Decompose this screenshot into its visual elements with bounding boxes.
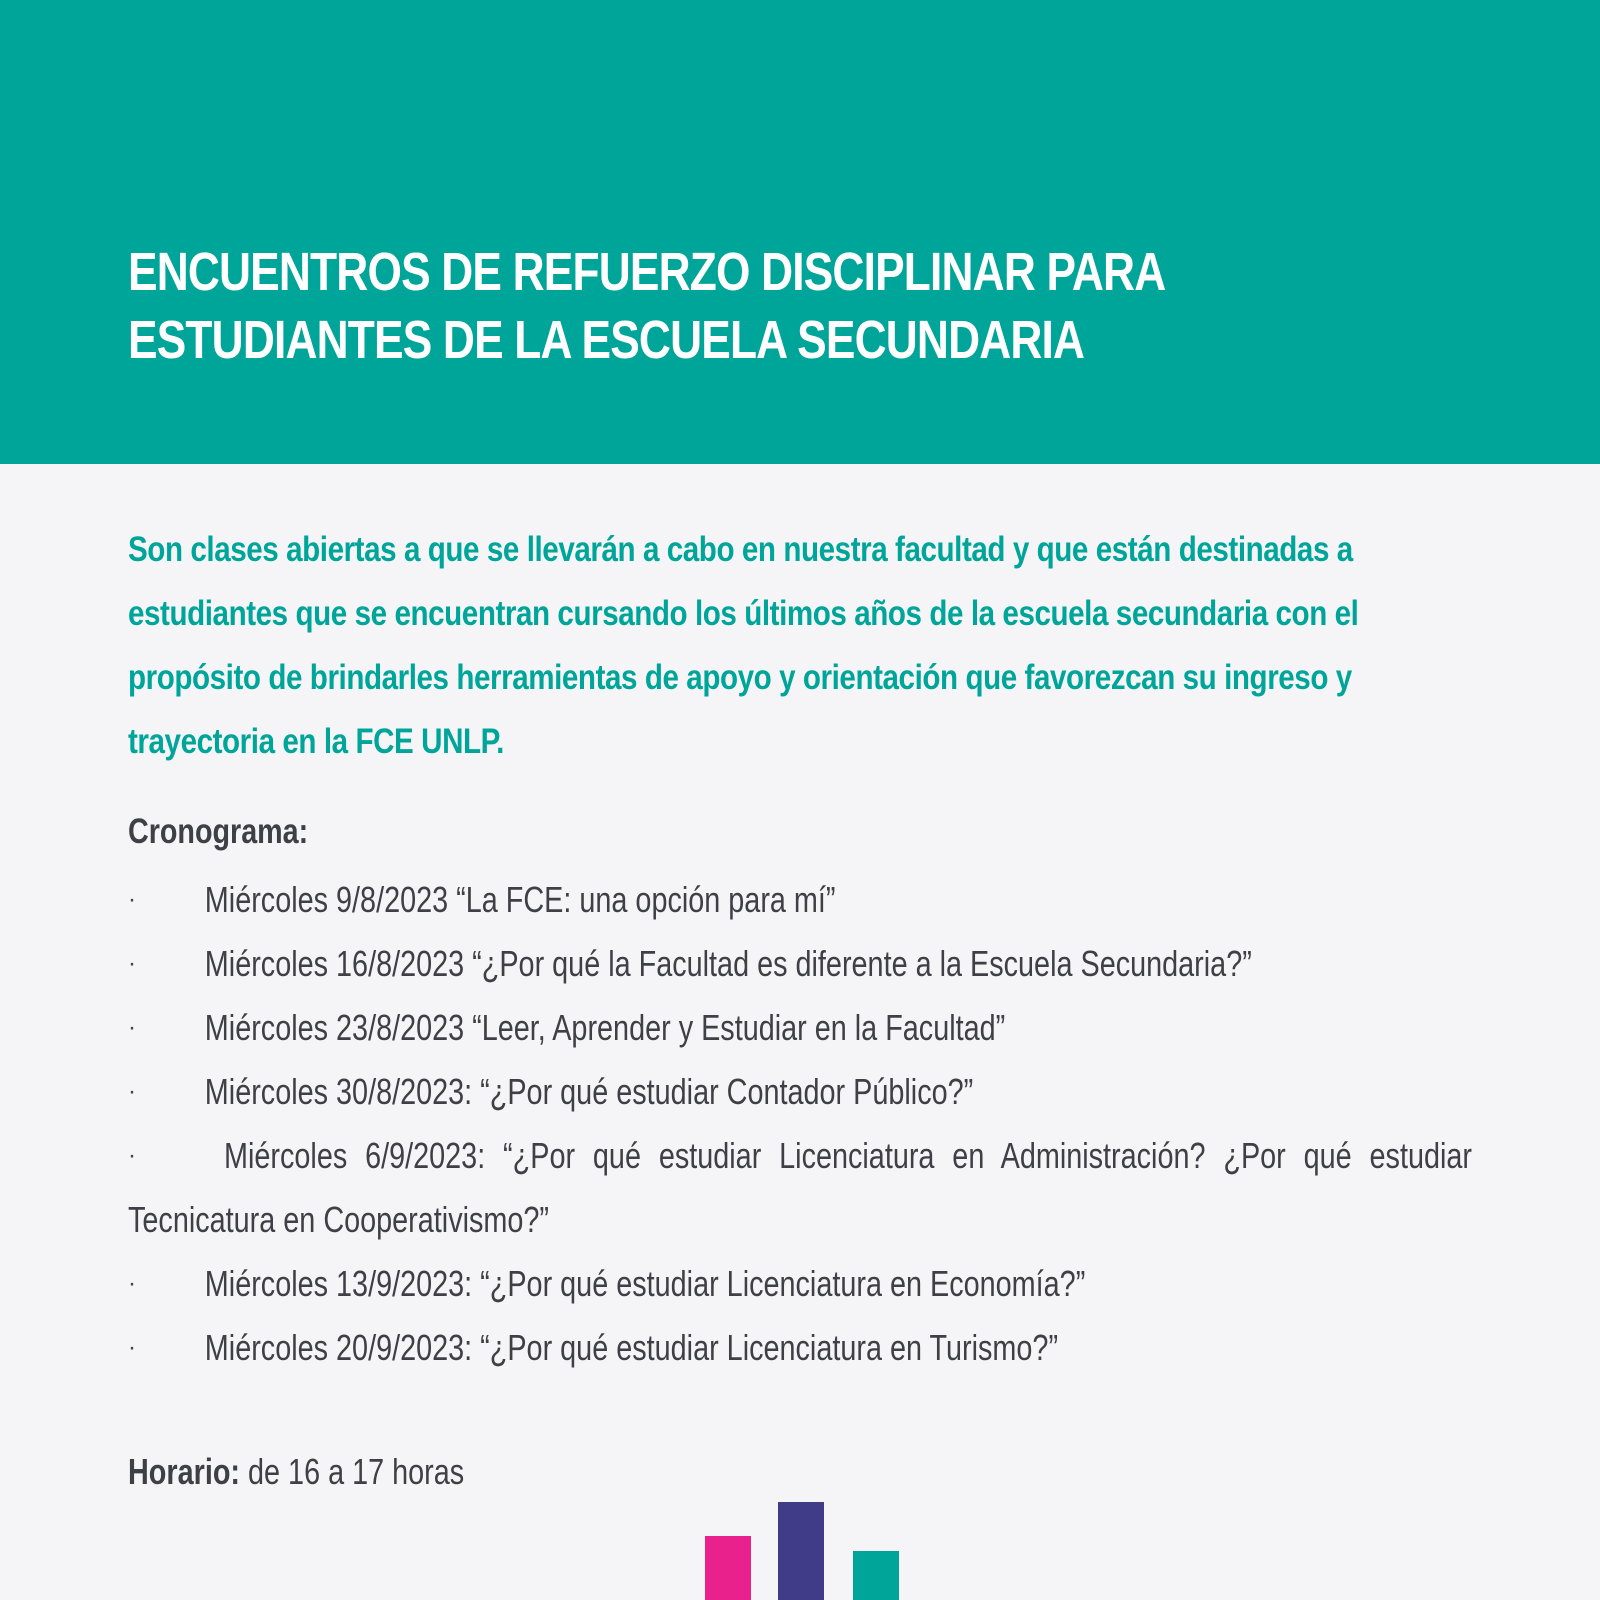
page-title bbox=[128, 238, 1194, 374]
schedule-item-text: Miércoles 20/9/2023: “¿Por qué estudiar Licenciatura en Turismo?” bbox=[204, 1327, 1059, 1368]
bullet-icon: · bbox=[128, 1270, 136, 1297]
schedule-item bbox=[128, 932, 1472, 996]
schedule-item bbox=[128, 868, 1472, 932]
bullet-icon: · bbox=[128, 1014, 136, 1041]
schedule-title: Cronograma: bbox=[128, 812, 309, 851]
schedule-item-text: Miércoles 16/8/2023 “¿Por qué la Facultad es diferente a la Escuela Secundaria?” bbox=[204, 943, 1252, 984]
schedule-item bbox=[128, 1060, 1472, 1124]
schedule-item bbox=[128, 1252, 1472, 1316]
bullet-icon: · bbox=[128, 1078, 136, 1105]
schedule-item-text: Miércoles 23/8/2023 “Leer, Aprender y Estudiar en la Facultad” bbox=[204, 1007, 1006, 1048]
logo-bar-pink bbox=[705, 1536, 751, 1600]
schedule-item bbox=[128, 996, 1472, 1060]
logo-bar-teal bbox=[853, 1551, 899, 1600]
schedule-hours bbox=[128, 1448, 464, 1496]
schedule-item-text: Miércoles 30/8/2023: “¿Por qué estudiar Contador Público?” bbox=[204, 1071, 974, 1112]
bullet-icon: · bbox=[128, 950, 136, 977]
schedule-list bbox=[128, 868, 1472, 1380]
schedule-item bbox=[128, 1316, 1472, 1380]
hours-value: de 16 a 17 horas bbox=[248, 1451, 465, 1492]
schedule-item bbox=[128, 1124, 1472, 1252]
schedule-item-text: Miércoles 6/9/2023: “¿Por qué estudiar Licenciatura en Administración? ¿Por qué estudiar Tecnicatura en Cooperativismo?” bbox=[128, 1135, 1472, 1240]
intro-paragraph: Son clases abiertas a que se llevarán a cabo en nuestra facultad y que están destinadas a estudiantes que se encuentran cursando los últimos años de la escuela secundaria con el propósito de brindarles herramientas de apoyo y orientación que favorezcan su ingreso y trayectoria en la FCE UNLP. bbox=[128, 530, 1359, 761]
page-title-line-1: ENCUENTROS DE REFUERZO DISCIPLINAR PARA bbox=[128, 242, 1166, 302]
page-title-line-2: ESTUDIANTES DE LA ESCUELA SECUNDARIA bbox=[128, 310, 1085, 370]
bullet-icon: · bbox=[128, 886, 136, 913]
logo-bar-purple bbox=[778, 1502, 824, 1600]
schedule-item-text: Miércoles 9/8/2023 “La FCE: una opción para mí” bbox=[204, 879, 836, 920]
schedule-item-text: Miércoles 13/9/2023: “¿Por qué estudiar Licenciatura en Economía?” bbox=[204, 1263, 1086, 1304]
header-banner bbox=[0, 0, 1600, 464]
bullet-icon: · bbox=[128, 1334, 136, 1361]
hours-label: Horario: bbox=[128, 1451, 241, 1492]
bullet-icon: · bbox=[128, 1142, 136, 1169]
